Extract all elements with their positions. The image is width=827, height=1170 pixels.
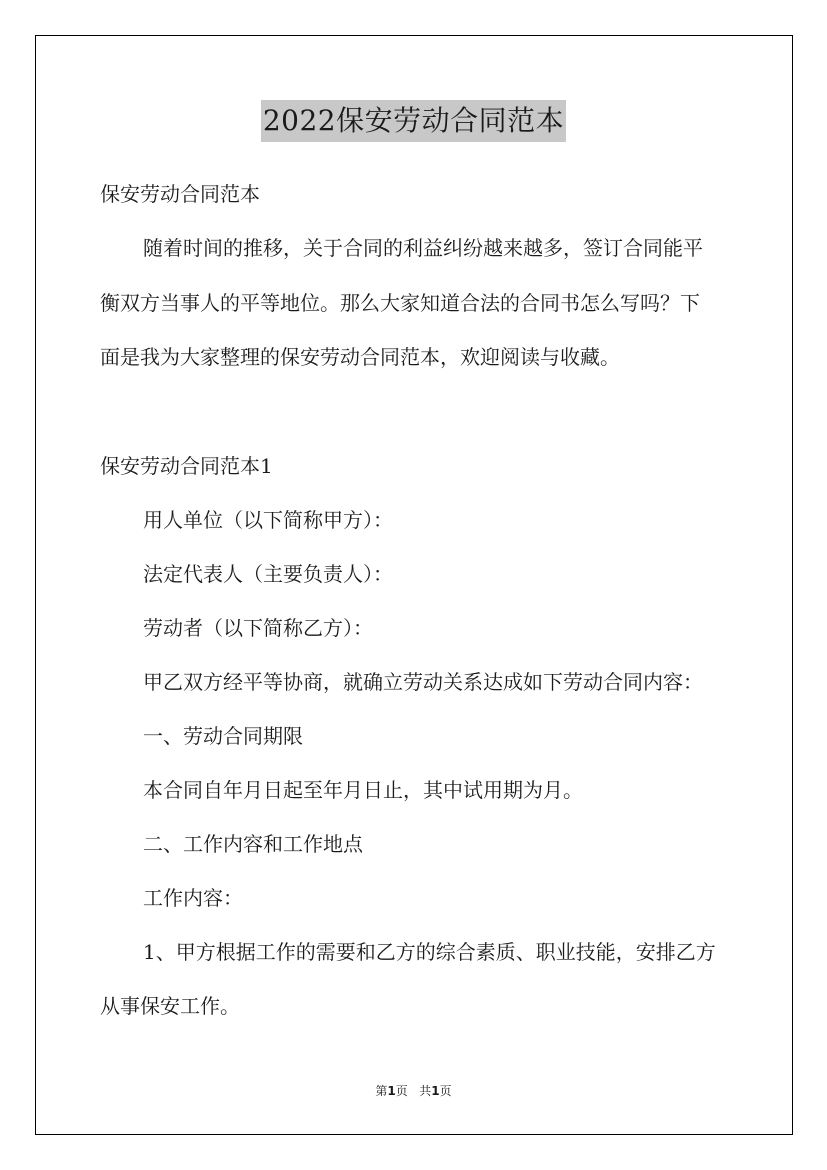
section-heading: 保安劳动合同范本1 — [100, 454, 273, 478]
body-line-1: 用人单位（以下简称甲方）： — [143, 508, 393, 532]
footer-total-pages: 1 — [431, 1084, 440, 1098]
body-line-8: 工作内容： — [143, 886, 243, 910]
footer-page-suffix: 页 — [395, 1084, 408, 1098]
footer-total-prefix: 共 — [419, 1084, 432, 1098]
body-line-5: 一、劳动合同期限 — [143, 724, 303, 748]
body-line-3: 劳动者（以下简称乙方）： — [143, 616, 373, 640]
page-footer — [0, 1082, 827, 1100]
title-container — [0, 100, 827, 142]
document-subtitle: 保安劳动合同范本 — [100, 182, 260, 206]
intro-line-1: 随着时间的推移，关于合同的利益纠纷越来越多，签订合同能平 — [143, 236, 703, 260]
body-line-4: 甲乙双方经平等协商，就确立劳动关系达成如下劳动合同内容： — [143, 670, 703, 694]
footer-total-suffix: 页 — [439, 1084, 452, 1098]
body-line-9: 1、甲方根据工作的需要和乙方的综合素质、职业技能，安排乙方 — [143, 940, 716, 964]
body-line-6: 本合同自年月日起至年月日止，其中试用期为月。 — [143, 778, 583, 802]
body-line-2: 法定代表人（主要负责人）： — [143, 562, 393, 586]
body-line-10: 从事保安工作。 — [100, 994, 240, 1018]
footer-page-number: 1 — [387, 1084, 396, 1098]
document-title: 2022保安劳动合同范本 — [261, 100, 566, 142]
intro-line-3: 面是我为大家整理的保安劳动合同范本，欢迎阅读与收藏。 — [100, 345, 620, 369]
body-line-7: 二、工作内容和工作地点 — [143, 832, 363, 856]
footer-prefix: 第 — [375, 1084, 388, 1098]
intro-line-2: 衡双方当事人的平等地位。那么大家知道合法的合同书怎么写吗？下 — [100, 291, 700, 315]
